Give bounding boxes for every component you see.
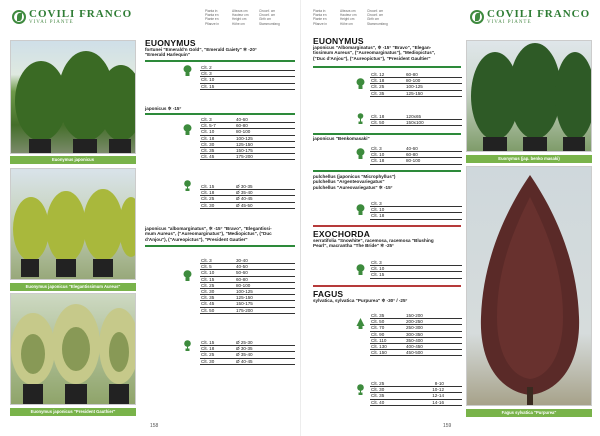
table-row: Clt. 18 80-100 xyxy=(370,158,462,164)
caption-benko-masaki: Euonymus (jap. benko masaki) xyxy=(466,155,592,163)
desc-pulchellus: pulchellus (japonicus "Microphyllus") pulchellus "Argenteovariegatus" pulchellus "Aureovariegatus" ✲ -15° xyxy=(313,174,396,190)
table-row: Clt. 2 xyxy=(200,65,295,71)
photo-president-gauthier xyxy=(10,293,136,405)
divider xyxy=(145,245,295,247)
table-row: Clt. 18 80-100 xyxy=(370,78,462,84)
table-albomarginatus-b xyxy=(200,340,295,365)
table-albo-right-a xyxy=(370,72,462,97)
table-row: Clt. 30 Ø 40-45 xyxy=(200,359,295,365)
table-row: Clt. 50 150x100 xyxy=(370,120,462,126)
table-row: Clt. 70 250-300 xyxy=(370,325,462,331)
caption-fagus-purpurea: Fagus sylvatica "Purpurea" xyxy=(466,409,592,417)
table-row: Clt. 45 175-200 xyxy=(200,154,295,160)
table-row: Clt. 30 10-12 xyxy=(370,387,462,393)
table-row: Clt. 18 100-125 xyxy=(200,136,295,142)
table-row: Clt. 10 50-60 xyxy=(200,270,295,276)
shrub-icon xyxy=(183,124,192,135)
legend-col-3-right: Circonf. cm Circonf. cm Girth cm Stammumfang xyxy=(367,9,388,26)
table-row: Clt. 35 12-14 xyxy=(370,393,462,399)
table-row: Clt. 50 200-250 xyxy=(370,319,462,325)
conifer-icon xyxy=(356,318,365,329)
desc-benkomasaki: japonicus "Benkomasaki" xyxy=(313,136,370,141)
tree-icon xyxy=(356,384,365,395)
table-row: Clt. 18 Ø 35-40 xyxy=(200,190,295,196)
shrub-icon xyxy=(356,148,365,159)
photo-euonymus-japonicus xyxy=(10,40,136,154)
table-japonicus-a xyxy=(200,117,295,160)
table-row: Clt. 25 8-10 xyxy=(370,381,462,387)
desc-albo-right: japonicus "Albomarginatus", ✲ -15° "Bravo", "Elegan- tissimum Aureus", ("Aureomarginatus"), "Mediopictus", ("Duc d'Anjou"), ("Aureopictus"), "President Gaultier" xyxy=(313,45,436,61)
section-title-fagus: FAGUS xyxy=(313,289,344,299)
legend-col-2: Altezza cm Hauteur cm Height cm Höhe cm xyxy=(232,9,249,26)
topiary-icon xyxy=(356,113,365,124)
table-row: Clt. 25 80-100 xyxy=(200,283,295,289)
table-row: Clt. 3 40-60 xyxy=(200,117,295,123)
table-row: Clt. 15 xyxy=(370,272,462,278)
divider xyxy=(313,66,461,68)
table-row: Clt. 130 400-450 xyxy=(370,344,462,350)
legend-col-1: Pianta in Pianta en Plante en Pflanze in xyxy=(205,9,219,26)
table-row: Clt. 30 125-150 xyxy=(200,142,295,148)
table-row: Clt. 18 Ø 30-35 xyxy=(200,346,295,352)
table-row: Clt. 35 125-150 xyxy=(200,295,295,301)
shrub-icon xyxy=(183,65,192,76)
table-japonicus-b xyxy=(200,184,295,209)
table-albomarginatus-a xyxy=(200,258,295,314)
caption-elegantissimum-aureus: Euonymus japonicus "Elegantissimum Aureus" xyxy=(10,283,136,291)
table-row: Clt. 10 60-80 xyxy=(370,152,462,158)
table-fagus-b xyxy=(370,381,462,406)
table-pulchellus xyxy=(370,201,462,220)
table-row: Clt. 25 100-125 xyxy=(370,84,462,90)
table-row: Clt. 30 Ø 45-50 xyxy=(200,203,295,209)
table-row: Clt. 18 120x65 xyxy=(370,114,462,120)
desc-fortunei: fortunei "Emerald'n Gold", "Emerald Gaiety" ✲ -20° "Emerald Harlequin" xyxy=(145,47,257,58)
table-row: Clt. 5 40-50 xyxy=(200,264,295,270)
tree-icon xyxy=(183,180,192,191)
divider xyxy=(313,133,461,135)
table-row: Clt. 15 Ø 25-30 xyxy=(200,340,295,346)
leaf-logo-icon xyxy=(470,10,484,24)
shrub-icon xyxy=(183,270,192,281)
table-row: Clt. 35 150-175 xyxy=(200,148,295,154)
table-row: Clt. 12 60-80 xyxy=(370,72,462,78)
table-row: Clt. 10 xyxy=(370,207,462,213)
page-fold xyxy=(300,0,301,436)
desc-exochorda: serratifolia "Snowhite", racemosa, racemosa "Blushing Pearl", macrantha "The Bride" ✲ -25° xyxy=(313,238,434,249)
table-row: Clt. 15 60-80 xyxy=(200,277,295,283)
divider xyxy=(313,225,461,227)
table-row: Clt. 18 xyxy=(370,213,462,219)
page-number-left: 158 xyxy=(150,423,159,429)
table-row: Clt. 35 125-150 xyxy=(370,91,462,97)
table-row: Clt. 150 450-500 xyxy=(370,350,462,356)
table-albo-right-b xyxy=(370,114,462,126)
table-row: Clt. 3 xyxy=(370,201,462,207)
photo-benko-masaki xyxy=(466,40,592,152)
table-row: Clt. 5-7 60-80 xyxy=(200,123,295,129)
brand-logo-right: COVILI FRANCO VIVAI PIANTE xyxy=(470,8,590,25)
tree-icon xyxy=(183,340,192,351)
table-row: Clt. 25 Ø 35-40 xyxy=(200,352,295,358)
brand-logo-left xyxy=(12,8,132,25)
photo-fagus-purpurea xyxy=(466,166,592,406)
shrub-icon xyxy=(356,264,365,275)
legend-col-1-right: Pianta in Pianta en Plante en Pflanze in xyxy=(313,9,327,26)
table-row: Clt. 3 40-60 xyxy=(370,146,462,152)
table-row: Clt. 15 Ø 30-35 xyxy=(200,184,295,190)
table-row: Clt. 3 30-40 xyxy=(200,258,295,264)
table-row: Clt. 90 300-350 xyxy=(370,332,462,338)
table-row: Clt. 10 xyxy=(370,266,462,272)
table-row: Clt. 30 100-125 xyxy=(200,289,295,295)
section-title-exochorda: EXOCHORDA xyxy=(313,229,371,239)
legend-col-3: Circonf. cm Circonf. cm Girth cm Stammumfang xyxy=(259,9,280,26)
table-row: Clt. 15 xyxy=(200,84,295,90)
divider xyxy=(145,113,295,115)
section-title-euonymus-right: EUONYMUS xyxy=(313,36,364,46)
desc-albomarginatus: japonicus "albomarginatus", ✲ -15° "Bravo", "Elegantissi- mum Aureus", ("Aureomarginatus"), "Mediopictus", ("Duc d'Anjou"), ("Aureopictus"), "President Gautier" xyxy=(145,226,272,242)
leaf-logo-icon xyxy=(12,10,26,24)
table-row: Clt. 50 175-200 xyxy=(200,308,295,314)
table-row: Clt. 110 350-400 xyxy=(370,338,462,344)
divider xyxy=(145,60,295,62)
legend-col-2-right: Altezza cm Hauteur cm Height cm Höhe cm xyxy=(340,9,357,26)
table-row: Clt. 10 xyxy=(200,77,295,83)
desc-japonicus: japonicus ✲ -15° xyxy=(145,106,182,111)
divider xyxy=(313,170,461,172)
shrub-icon xyxy=(356,204,365,215)
table-row: Clt. 35 150-200 xyxy=(370,313,462,319)
table-fagus-a xyxy=(370,313,462,356)
table-row: Clt. 10 80-100 xyxy=(200,129,295,135)
brand-sub: VIVAI PIANTE xyxy=(29,20,74,25)
table-row: Clt. 3 xyxy=(370,260,462,266)
table-row: Clt. 40 14-16 xyxy=(370,400,462,406)
table-fortunei xyxy=(200,65,295,90)
caption-president-gauthier: Euonymus japonicus "President Gauthier" xyxy=(10,408,136,416)
table-benkomasaki xyxy=(370,146,462,165)
shrub-icon xyxy=(356,78,365,89)
table-row: Clt. 45 150-175 xyxy=(200,301,295,307)
table-row: Clt. 3 xyxy=(200,71,295,77)
table-exochorda xyxy=(370,260,462,279)
desc-fagus: sylvatica, sylvatica "Purpurea" ✲ -30° / -25° xyxy=(313,298,408,303)
caption-euonymus-japonicus: Euonymus japonicus xyxy=(10,156,136,164)
section-title-euonymus-left: EUONYMUS xyxy=(145,38,196,48)
brand-name: COVILI FRANCO xyxy=(29,8,133,20)
divider xyxy=(313,285,461,287)
page-number-right: 159 xyxy=(443,423,452,429)
photo-elegantissimum-aureus xyxy=(10,168,136,280)
table-row: Clt. 25 Ø 40-45 xyxy=(200,196,295,202)
